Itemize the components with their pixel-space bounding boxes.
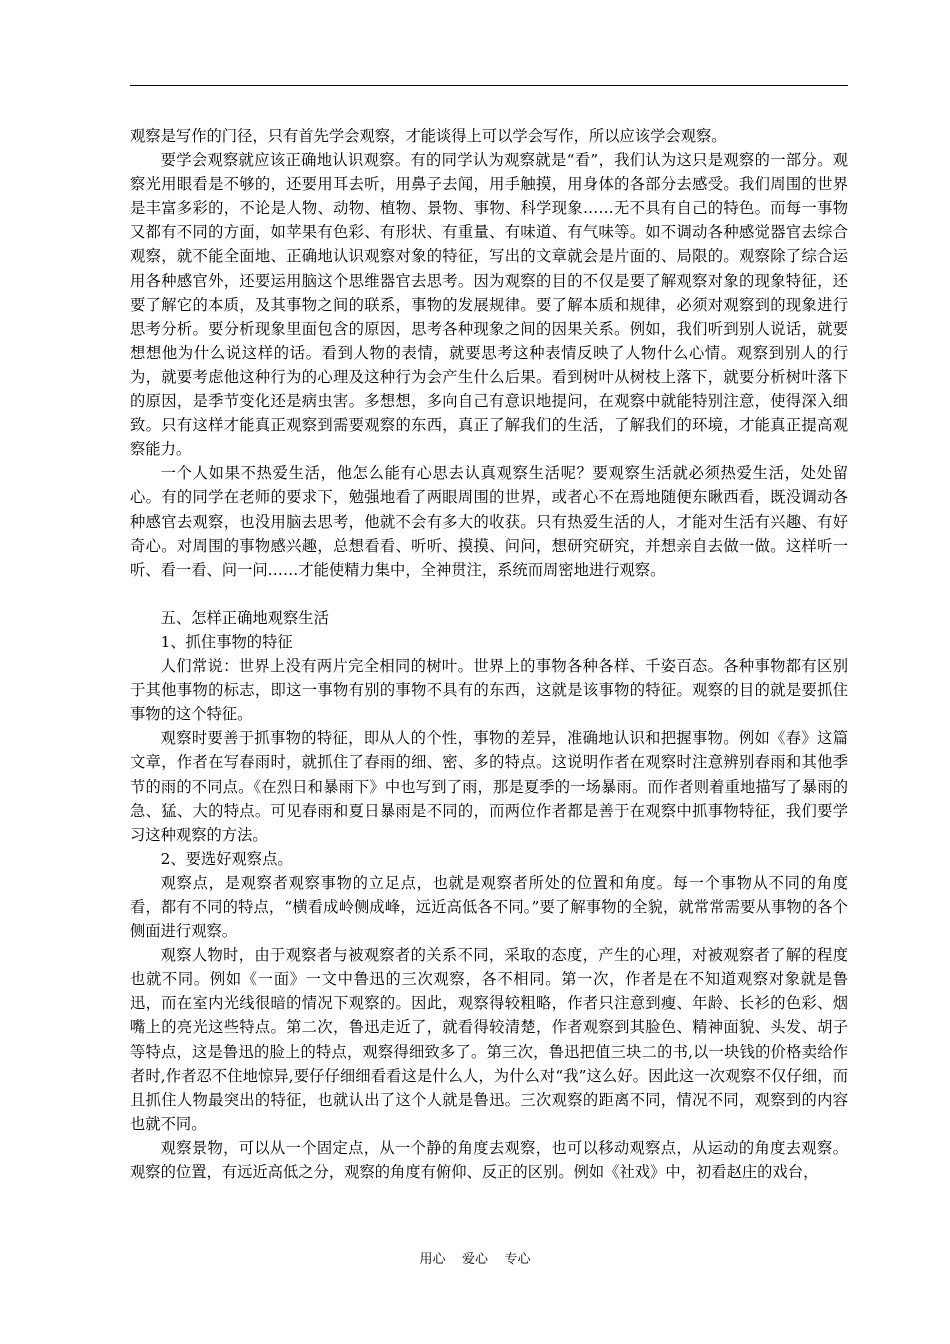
document-body xyxy=(130,124,848,1184)
paragraph: 观察是写作的门径，只有首先学会观察，才能谈得上可以学会写作，所以应该学会观察。 xyxy=(130,127,727,145)
subsection-heading: 2、要选好观察点。 xyxy=(160,849,293,868)
page-footer: 用心 爱心 专心 xyxy=(419,1252,531,1267)
paragraph: 观察点，是观察者观察事物的立足点，也就是观察者所处的位置和角度。每一个事物从不同的角度看，都有不同的特点，“横看成岭侧成峰，远近高低各不同。”要了解事物的全貌，就常常需要从事物的各个侧面进行观察。 xyxy=(130,873,848,941)
paragraph: 人们常说：世界上没有两片完全相同的树叶。世界上的事物各种各样、千姿百态。各种事物都有区别于其他事物的标志，即这一事物有别的事物不具有的东西，这就是该事物的特征。观察的目的就是要抓住事物的这个特征。 xyxy=(130,657,848,724)
header-rule xyxy=(130,85,848,86)
blank-line xyxy=(130,582,848,606)
paragraph: 观察时要善于抓事物的特征，即从人的个性，事物的差异，准确地认识和把握事物。例如《春》这篇文章，作者在写春雨时，就抓住了春雨的细、密、多的特点。这说明作者在观察时注意辨别春雨和其他季节的雨的不同点。《在烈日和暴雨下》中也写到了雨，那是夏季的一场暴雨。而作者则着重地描写了暴雨的急、猛、大的特点。可见春雨和夏日暴雨是不同的，而两位作者都是善于在观察中抓事物特征，我们要学习这种观察的方法。 xyxy=(130,729,848,844)
paragraph: 观察人物时，由于观察者与被观察者的关系不同，采取的态度，产生的心理，对被观察者了解的程度也就不同。例如《一面》一文中鲁迅的三次观察，各不相同。第一次，作者是在不知道观察对象就是鲁迅，而在室内光线很暗的情况下观察的。因此，观察得较粗略，作者只注意到瘦、年龄、长衫的色彩、烟嘴上的亮光这些特点。第二次，鲁迅走近了，就看得较清楚，作者观察到其脸色、精神面貌、头发、胡子等特点，这是鲁迅的脸上的特点，观察得细致多了。第三次，鲁迅把值三块二的书,以一块钱的价格卖给作者时,作者忍不住地惊异,要仔仔细细看看这是什么人，为什么对“我”这么好。因此这一次观察不仅仔细，而且抓住人物最突出的特征，也就认出了这个人就是鲁迅。三次观察的距离不同，情况不同，观察到的内容也就不同。 xyxy=(130,946,848,1133)
paragraph: 观察景物，可以从一个固定点，从一个静的角度去观察，也可以移动观察点，从运动的角度去观察。观察的位置，有远近高低之分，观察的角度有俯仰、反正的区别。例如《社戏》中，初看赵庄的戏台， xyxy=(130,1138,848,1182)
paragraph: 一个人如果不热爱生活，他怎么能有心思去认真观察生活呢？要观察生活就必须热爱生活，处处留心。有的同学在老师的要求下，勉强地看了两眼周围的世界，或者心不在焉地随便东瞅西看，既没调动各种感官去观察，也没用脑去思考，他就不会有多大的收获。只有热爱生活的人，才能对生活有兴趣、有好奇心。对周围的事物感兴趣，总想看看、听听、摸摸、问问，想研究研究，并想亲自去做一做。这样听一听、看一看、问一问……才能使精力集中，全神贯注，系统而周密地进行观察。 xyxy=(130,464,848,579)
paragraph: 要学会观察就应该正确地认识观察。有的同学认为观察就是“看”，我们认为这只是观察的一部分。观察光用眼看是不够的，还要用耳去听，用鼻子去闻，用手触摸，用身体的各部分去感受。我们周围的世界是丰富多彩的，不论是人物、动物、植物、景物、事物、科学现象……无不具有自己的特色。而每一事物又都有不同的方面，如苹果有色彩、有形状、有重量、有味道、有气味等。如不调动各种感觉器官去综合观察，就不能全面地、正确地认识观察对象的特征，写出的文章就会是片面的、局限的。观察除了综合运用各种感官外，还要运用脑这个思维器官去思考。因为观察的目的不仅是要了解观察对象的现象特征，还要了解它的本质，及其事物之间的联系，事物的发展规律。要了解本质和规律，必须对观察到的现象进行思考分析。要分析现象里面包含的原因，思考各种现象之间的因果关系。例如，我们听到别人说话，就要想想他为什么说这样的话。看到人物的表情，就要思考这种表情反映了人物什么心情。观察到别人的行为，就要考虑他这种行为的心理及这种行为会产生什么后果。看到树叶从树枝上落下，就要分析树叶落下的原因，是季节变化还是病虫害。多想想，多向自己有意识地提问，在观察中就能特别注意，使得深入细致。只有这样才能真正观察到需要观察的东西，真正了解我们的生活，了解我们的环境，才能真正提高观察能力。 xyxy=(130,151,848,459)
section-heading: 五、怎样正确地观察生活 xyxy=(160,608,329,627)
subsection-heading: 1、抓住事物的特征 xyxy=(160,632,293,651)
